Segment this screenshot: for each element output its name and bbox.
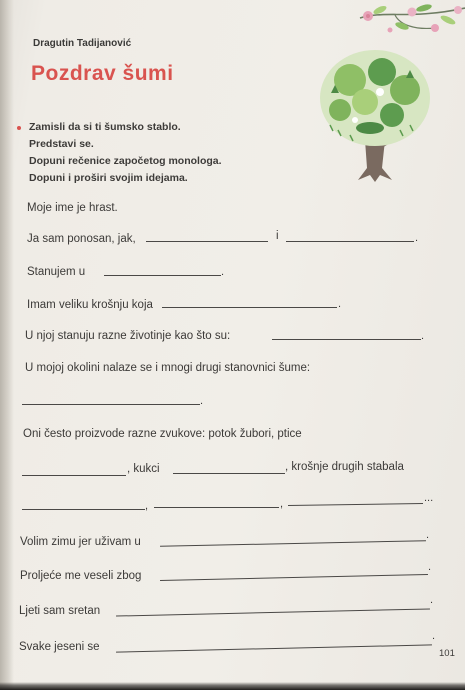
instruction-1: Zamisli da si ti šumsko stablo. [29, 121, 181, 133]
sentence-traits: Ja sam ponosan, jak, [27, 233, 136, 245]
comma-mark: , [280, 498, 284, 510]
sentence-sounds: Oni često proizvode razne zvukove: potok žubori, ptice [23, 428, 302, 440]
conjunction-i: i [276, 230, 279, 242]
instruction-4: Dopuni i proširi svojim idejama. [29, 172, 188, 184]
blank-inhabitants[interactable] [22, 404, 200, 405]
blank-autumn[interactable] [116, 644, 432, 652]
sentence-spring: Proljeće me veseli zbog [20, 570, 142, 582]
period-mark: . [415, 232, 419, 244]
blank-animals[interactable] [272, 339, 421, 340]
bullet-icon [17, 126, 21, 130]
page-bottom-shadow [0, 682, 465, 690]
page-binding-shadow [0, 0, 14, 690]
blank-trait-1[interactable] [146, 241, 268, 242]
comma-mark: , [145, 500, 149, 512]
blank-sound-2[interactable] [154, 507, 279, 508]
blank-home[interactable] [104, 275, 221, 276]
sentence-treetops: , krošnje drugih stabala [285, 461, 404, 473]
blank-trait-2[interactable] [286, 241, 414, 242]
blank-birds[interactable] [22, 475, 126, 476]
page-number: 101 [439, 648, 455, 659]
period-mark: . [338, 298, 342, 310]
ellipsis-mark: ... [424, 492, 434, 504]
flowering-branch-icon [340, 0, 465, 42]
period-mark: . [200, 395, 204, 407]
blank-winter[interactable] [160, 540, 426, 547]
sentence-autumn: Svake jeseni se [19, 641, 100, 653]
sentence-crown: Imam veliku krošnju koja [27, 299, 153, 311]
blank-sound-3[interactable] [288, 503, 423, 506]
tree-illustration-icon [310, 40, 440, 190]
period-mark: . [221, 266, 225, 278]
blank-insects[interactable] [173, 473, 285, 474]
blank-summer[interactable] [116, 608, 430, 616]
page-title: Pozdrav šumi [31, 62, 174, 85]
blank-spring[interactable] [160, 574, 428, 581]
sentence-insects: , kukci [127, 463, 160, 475]
blank-crown[interactable] [162, 307, 337, 308]
sentence-name: Moje ime je hrast. [27, 202, 118, 214]
instruction-3: Dopuni rečenice započetog monologa. [29, 155, 222, 167]
sentence-animals: U njoj stanuju razne životinje kao što su: [25, 330, 231, 342]
sentence-summer: Ljeti sam sretan [19, 605, 101, 617]
sentence-home: Stanujem u [27, 266, 86, 278]
blank-sound-1[interactable] [22, 509, 145, 510]
author-name: Dragutin Tadijanović [33, 38, 132, 49]
period-mark: . [421, 330, 425, 342]
sentence-inhabitants: U mojoj okolini nalaze se i mnogi drugi stanovnici šume: [25, 362, 311, 374]
sentence-winter: Volim zimu jer uživam u [20, 536, 141, 548]
period-mark: . [432, 630, 436, 642]
period-mark: . [426, 529, 430, 541]
period-mark: . [428, 561, 432, 573]
instruction-2: Predstavi se. [29, 138, 94, 150]
period-mark: . [430, 594, 434, 606]
